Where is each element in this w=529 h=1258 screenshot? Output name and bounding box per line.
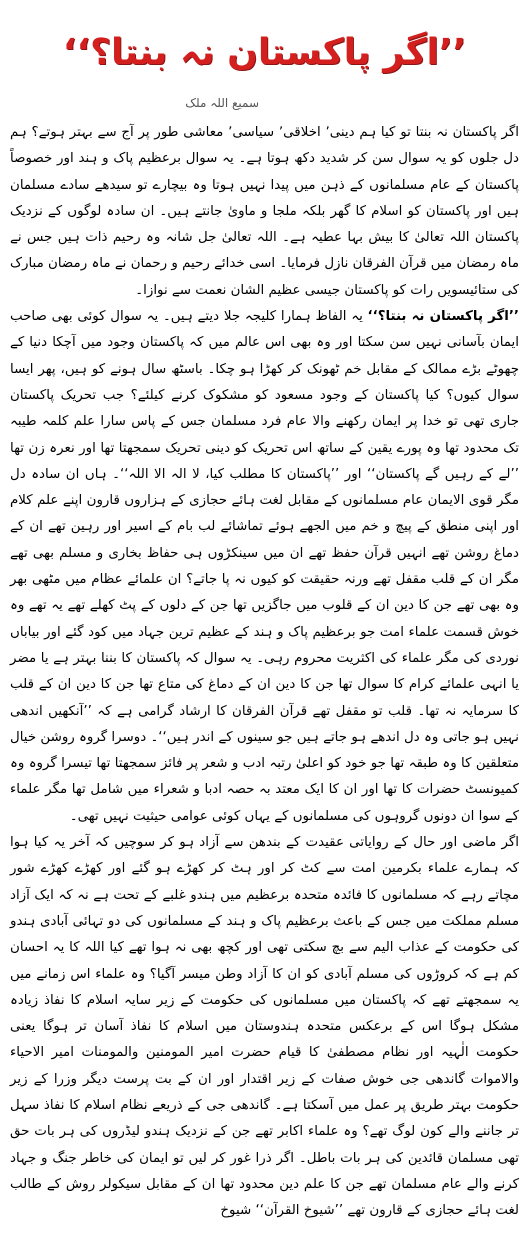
paragraph-text: اگر پاکستان نہ بنتا تو کیا ہم دینی٬ اخلاقی٬ سیاسی٬ معاشی طور پر آج سے بہتر ہوتے؟ ہم دل جلوں کو یہ سوال سن کر شدید دکھ ہوتا ہے۔ یہ سوال برعظیم پاک و ہند اور خصوصاً پاکستان کے عام مسلمانوں کے ذہن میں پیدا نہیں ہوتا وہ بیچارے تو سیدھے سادے مسلمان ہیں اور پاکستان کو اسلام کا گھر بلکہ ملجا و ماویٰ جانتے ہیں۔ ان سادہ لوگوں کے نزدیک پاکستان اللہ تعالیٰ کا بیش بہا عطیہ ہے۔ اللہ تعالیٰ جل شانہ وہ رحیم ذات ہیں جس نے ماہ رمضان میں قرآن الفرقان نازل فرمایا۔ اسی خدائے رحیم و رحمان نے ماہ رمضان مبارک کی ستائیسویں رات کو پاکستان جیسی عظیم الشان نعمت سے نوازا۔: [10, 125, 519, 298]
paragraph: [10, 304, 519, 830]
paragraph: [10, 830, 519, 1224]
article-title: ’’اگر پاکستان نہ بنتا؟‘‘: [62, 32, 467, 73]
paragraph: [10, 120, 519, 304]
paragraph-text: یہ الفاظ ہمارا کلیجہ جلا دیتے ہیں۔ یہ سوال کوئی بھی صاحب ایمان بآسانی نہیں سن سکتا اور وہ بھی اس عالم میں کہ پاکستان وجود میں آچکا دنیا کے چھوٹے بڑے ممالک کے مقابل خم ٹھونک کر کھڑا ہو چکا۔ باسٹھ سال ہونے کو ہیں، پھر ایسا سوال کیوں؟ کیا پاکستان کے وجود مسعود کو مشکوک کرنے کیلئے؟ جب تحریک پاکستان جاری تھی تو خدا پر ایمان رکھنے والا عام فرد مسلمان جس کے پاس سارا علم کلمہ طیبہ تک محدود تھا وہ پورے یقین کے ساتھ اس تحریک کو دینی تحریک سمجھتا تھا اور نعرہ زن تھا ’’لے کے رہیں گے پاکستان‘‘ اور ’’پاکستان کا مطلب کیا، لا الہ الا اللہ‘‘۔ ہاں ان سادہ دل مگر قوی الایمان عام مسلمانوں کے مقابل لغت ہائے حجازی کے ہزاروں قارون اپنے علم کلام اور اپنی منطق کے پیچ و خم میں الجھے ہوئے تماشائے لب بام کے اسیر اور رہین تھے ان کے دماغ روشن تھے انہیں قرآن حفظ تھے ان میں سینکڑوں ہی حفاظ بخاری و مسلم بھی تھے مگر ان کے قلب مقفل تھے ورنہ حقیقت کو کیوں نہ پا جاتے؟ ان علمائے عظام میں مٹھی بھر وہ بھی تھے جن کا دین ان کے قلوب میں جاگزیں تھا جن کے دلوں کے پٹ کھلے تھے یہ تھے وہ خوش قسمت علماء امت جو برعظیم پاک و ہند کے عظیم ترین جہاد میں کود گئے اور بیاباں نوردی کی مگر علماء کی اکثریت محروم رہی۔ یہ سوال کہ پاکستان کا بننا بہتر ہے یا مضر یا انہی علمائے کرام کا سوال تھا جن کا دین ان کے دماغ کی متاع تھا جن کا دین ان کے قلب کا سرمایہ نہ تھا۔ قلب تو مقفل تھے قرآن الفرقان کا ارشاد گرامی ہے کہ ’’آنکھیں اندھی نہیں ہو جاتی وہ دل اندھے ہو جاتے ہیں جو سینوں کے اندر ہیں‘‘۔ دوسرا گروہ روشن خیال متعلقین کا وہ طبقہ تھا جو خود کو اعلیٰ رتبہ ادب و شعر پر فائز سمجھتا تھا تیسرا گروہ وہ کمیونسٹ حضرات کا تھا اور ان کا ایک معتد بہ حصہ ادبا و شعراء میں شامل تھا مگر علماء کے سوا ان دونوں گروہوں کی مسلمانوں کے یہاں کوئی عوامی حیثیت نہیں تھی۔: [10, 309, 519, 824]
article-body: [10, 120, 519, 1224]
paragraph-quote: ’’اگر پاکستان نہ بنتا؟‘‘: [367, 309, 519, 325]
paragraph-text: اگر ماضی اور حال کے روایاتی عقیدت کے بندھن سے آزاد ہو کر سوچیں کہ آخر یہ کیا ہوا کہ ہمارے علماء بکرمین امت سے کٹ کر اور ہٹ کر کھڑے ہو گئے اور کھڑے کھڑے شور مچاتے رہے کہ مسلمانوں کا فائدہ متحدہ برعظیم میں ہندو غلبے کے تحت ہے نہ کہ ایک آزاد مسلم مملکت میں جس کے باعث برعظیم پاک و ہند کے مسلمانوں کی دو تہائی آبادی ہندو کی حکومت کے عذاب الیم سے بچ سکتی تھی اور کچھ بھی نہ ہوا تھے کیا اللہ کا یہ احسان کم ہے کہ کروڑوں کی مسلم آبادی کو ان کا آزاد وطن میسر آگیا؟ وہ علماء اس زمانے میں یہ سمجھتے تھے کہ پاکستان میں مسلمانوں کی حکومت کے زیر سایہ اسلام کا نفاذ زیادہ مشکل ہوگا اس کے برعکس متحدہ ہندوستان میں اسلام کا نفاذ آسان تر ہوگا یعنی حکومت الٰہیہ اور نظام مصطفیٰ کا قیام حضرت امیر المومنین والمومنات امیر الاحیاء والاموات گاندھی جی خوش صفات کے زیر اقتدار اور ان کے بت پرست دیگر وزرا کے زیر حکومت بہتر طریق پر عمل میں آسکتا ہے۔ گاندھی جی کے ذریعے نظام اسلام کا نفاذ سہل تر جاننے والے کون لوگ تھے؟ وہ علماء اکابر تھے جن کے نزدیک ہندو لیڈروں کی ہر بات حق تھی مسلمان قائدین کی ہر بات باطل۔ اگر ذرا غور کر لیں تو ایمان کی خاطر جنگ و جہاد کرنے والے عام مسلمان تھے جن کا علم دین محدود تھا ان کے مقابل سیکولر روش کے طالب لغت ہائے حجازی کے قارون تھے ’’شیوخ القرآن‘‘ شیوخ: [10, 835, 519, 1219]
author-byline: سمیع اللہ ملک: [185, 96, 259, 110]
